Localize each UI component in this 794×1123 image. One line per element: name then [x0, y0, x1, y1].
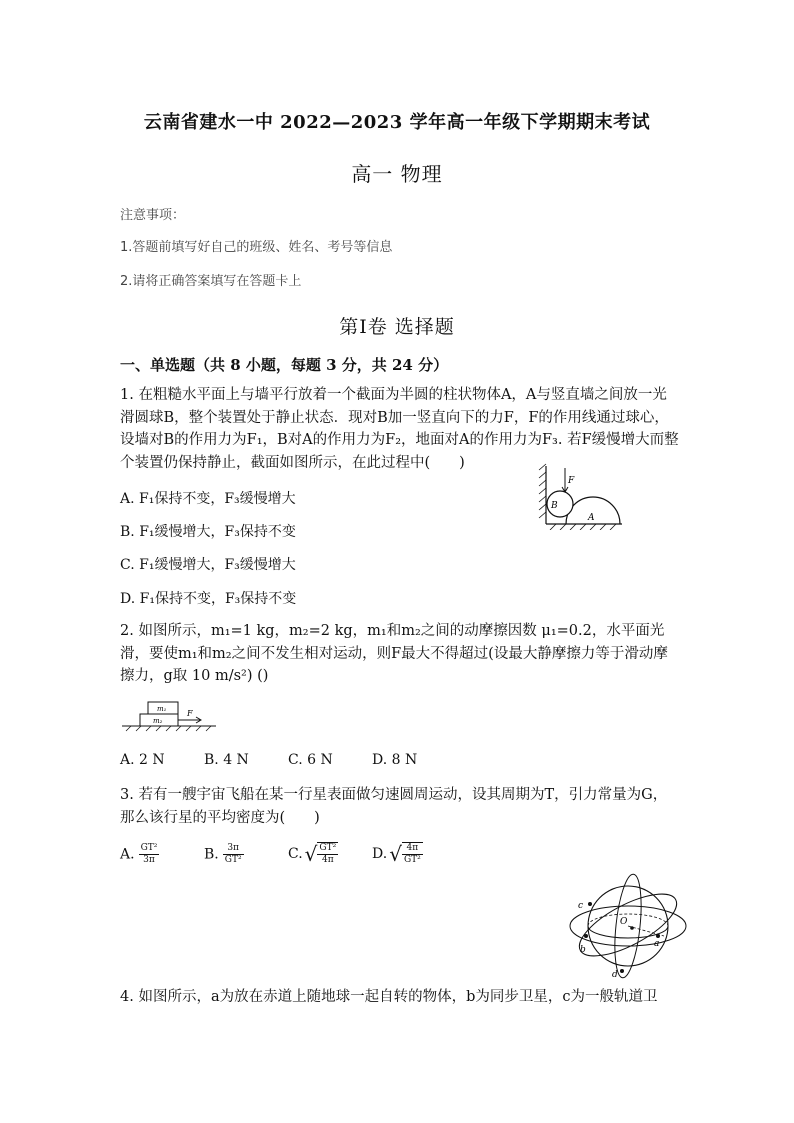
q2-options — [120, 752, 417, 768]
q4-fig-label-c: c — [578, 901, 584, 911]
q3-b-numerator: 3π — [223, 843, 244, 855]
q2-option-a: A. 2 N — [120, 752, 165, 768]
q2-figure — [120, 700, 220, 732]
q2-option-c: C. 6 N — [288, 752, 333, 768]
question-1-text: 1. 在粗糙水平面上与墙平行放着一个截面为半圆的柱状物体A，A与竖直墙之间放一光滑圆球B，整个装置处于静止状态．现对B加一竖直向下的力F，F的作用线通过球心，设墙对B的作用力为F₁，B对A的作用力为F₂，地面对A的作用力为F₃. 若F缓慢增大而整个装置仍保持静止，截面如图所示，在此过程中( ) — [120, 387, 679, 471]
q1-option-c: C. F₁缓慢增大，F₃缓慢增大 — [120, 557, 296, 573]
q2-option-b: B. 4 N — [204, 752, 249, 768]
exam-subtitle: 高一 物理 — [351, 162, 443, 186]
q3-option-a-letter: A. — [120, 846, 135, 862]
q3-option-b-letter: B. — [204, 846, 219, 862]
q2-fig-label-bottom: m₂ — [153, 717, 163, 725]
part-title: 第Ⅰ卷 选择题 — [339, 316, 455, 338]
q3-option-c-letter: C. — [288, 846, 303, 862]
q3-option-a — [120, 843, 204, 866]
sqrt-sign: √ — [389, 842, 402, 866]
sqrt-sign: √ — [304, 842, 318, 866]
q3-option-d-letter: D. — [372, 846, 388, 862]
q3-options — [120, 842, 423, 866]
q4-fig-label-o: O — [620, 917, 628, 927]
notice-item-2: 2.请将正确答案填写在答题卡上 — [120, 274, 302, 289]
q1-figure — [534, 462, 630, 530]
q1-option-d: D. F₁保持不变，F₃保持不变 — [120, 591, 297, 607]
q3-b-denominator: GT² — [224, 854, 242, 865]
exam-title: 云南省建水一中 2022—2023 学年高一年级下学期期末考试 — [143, 112, 651, 133]
q4-fig-label-b: b — [580, 945, 586, 955]
q3-d-numerator: 4π — [402, 843, 423, 855]
q4-fig-label-d: d — [612, 970, 618, 980]
question-3-text: 3. 若有一艘宇宙飞船在某一行星表面做匀速圆周运动，设其周期为T，引力常量为G，那么该行星的平均密度为( ) — [120, 787, 668, 826]
q3-option-d — [372, 842, 423, 866]
q1-fig-label-ball: B — [551, 501, 558, 511]
q3-option-c — [288, 842, 372, 866]
question-4-text: 4. 如图所示，a为放在赤道上随地球一起自转的物体，b为同步卫星，c为一般轨道卫 — [120, 989, 658, 1005]
q2-fig-label-top: m₁ — [157, 705, 167, 713]
q1-fig-label-body: A — [588, 513, 595, 523]
q4-figure — [566, 870, 690, 980]
q2-option-d: D. 8 N — [372, 752, 418, 768]
q1-fig-label-force: F — [568, 476, 575, 486]
q3-c-numerator: GT² — [319, 843, 337, 853]
q1-option-a: A. F₁保持不变，F₃缓慢增大 — [120, 491, 296, 507]
q3-option-b — [204, 843, 288, 866]
notice-heading: 注意事项： — [120, 208, 186, 223]
section-title: 一、单选题（共 8 小题，每题 3 分，共 24 分） — [120, 356, 449, 374]
q3-a-denominator: 3π — [143, 854, 155, 865]
q3-c-denominator: 4π — [322, 855, 334, 865]
q3-d-denominator: GT² — [403, 855, 421, 865]
q1-option-b: B. F₁缓慢增大，F₃保持不变 — [120, 524, 296, 540]
q2-fig-label-force: F — [187, 709, 193, 718]
notice-item-1: 1.答题前填写好自己的班级、姓名、考号等信息 — [120, 240, 393, 255]
q3-a-numerator: GT² — [140, 842, 158, 853]
question-2-text: 2. 如图所示，m₁=1 kg，m₂=2 kg，m₁和m₂之间的动摩擦因数 μ₁=0.2，水平面光滑，要使m₁和m₂之间不发生相对运动，则F最大不得超过(设最大静摩擦力等于滑动摩擦力，g取 10 m/s²) () — [120, 623, 668, 684]
q4-fig-label-a: a — [654, 939, 660, 949]
